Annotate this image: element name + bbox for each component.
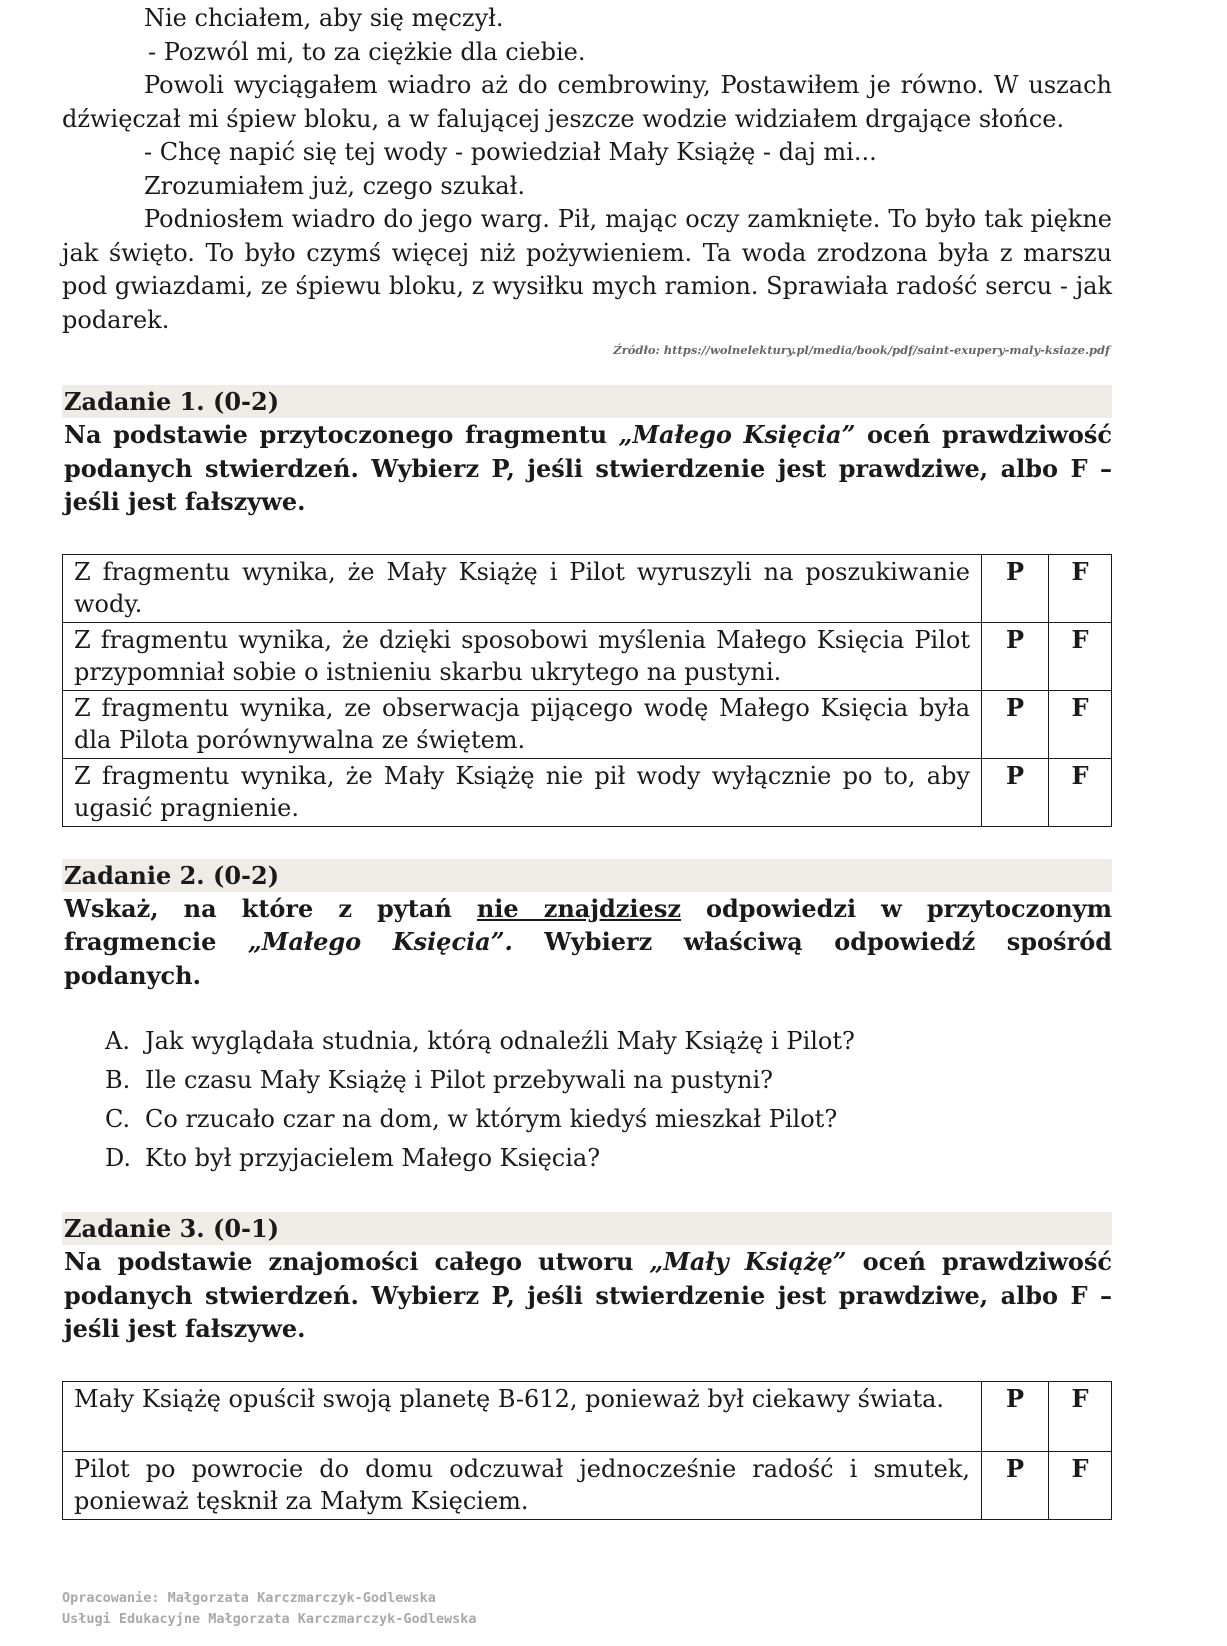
true-option[interactable]: P — [982, 622, 1049, 690]
true-option[interactable]: P — [982, 690, 1049, 758]
table-row — [63, 554, 1112, 622]
false-option[interactable]: F — [1049, 758, 1112, 826]
statement: Pilot po powrocie do domu odczuwał jednocześnie radość i smutek, ponieważ tęsknił za Małym Księciem. — [63, 1451, 982, 1519]
story-fragment — [62, 2, 1112, 337]
footer-credits — [62, 1588, 477, 1630]
true-option[interactable]: P — [982, 554, 1049, 622]
story-paragraph: - Pozwól mi, to za ciężkie dla ciebie. — [148, 37, 586, 66]
false-option[interactable]: F — [1049, 1451, 1112, 1519]
worksheet-page — [62, 0, 1112, 1520]
false-option[interactable]: F — [1049, 622, 1112, 690]
answer-option-b[interactable]: B. Ile czasu Mały Książę i Pilot przebywali na pustyni? — [105, 1066, 774, 1094]
statement: Z fragmentu wynika, ze obserwacja pijącego wodę Małego Księcia była dla Pilota porównywalna ze świętem. — [63, 690, 982, 758]
true-option[interactable]: P — [982, 758, 1049, 826]
task3-question: Na podstawie znajomości całego utworu „Mały Książę” oceń prawdziwość podanych stwierdzeń. Wybierz P, jeśli stwierdzenie jest prawdziwe, albo F – jeśli jest fałszywe. — [64, 1247, 1112, 1343]
book-title: „Mały Książę” — [649, 1247, 847, 1276]
true-option[interactable]: P — [982, 1451, 1049, 1519]
statement: Z fragmentu wynika, że Mały Książę i Pilot wyruszyli na poszukiwanie wody. — [63, 554, 982, 622]
table-row — [63, 1381, 1112, 1451]
task1-question: Na podstawie przytoczonego fragmentu „Małego Księcia” oceń prawdziwość podanych stwierdzeń. Wybierz P, jeśli stwierdzenie jest prawdziwe, albo F – jeśli jest fałszywe. — [64, 420, 1112, 516]
task2-question: Wskaż, na które z pytań nie znajdziesz odpowiedzi w przytoczonym fragmencie „Małego Księcia”. Wybierz właściwą odpowiedź spośród podanych. — [64, 893, 1112, 990]
table-row — [63, 690, 1112, 758]
task3-table — [62, 1381, 1112, 1520]
footer-company: Usługi Edukacyjne Małgorzata Karczmarczyk-Godlewska — [62, 1611, 477, 1627]
answer-option-c[interactable]: C. Co rzucało czar na dom, w którym kiedyś mieszkał Pilot? — [105, 1105, 838, 1133]
story-paragraph: Powoli wyciągałem wiadro aż do cembrowiny, Postawiłem je równo. W uszach dźwięczał mi śpiew bloku, a w falującej jeszcze wodzie widziałem drgające słońce. — [62, 71, 1112, 133]
false-option[interactable]: F — [1049, 690, 1112, 758]
task1-header: Zadanie 1. (0-2) — [62, 385, 1112, 418]
book-title: „Małego Księcia”. — [247, 927, 513, 956]
table-row — [63, 1451, 1112, 1519]
table-row — [63, 622, 1112, 690]
task3-header: Zadanie 3. (0-1) — [62, 1212, 1112, 1245]
task2-header: Zadanie 2. (0-2) — [62, 859, 1112, 892]
book-title: „Małego Księcia” — [618, 420, 856, 449]
statement: Z fragmentu wynika, że dzięki sposobowi myślenia Małego Księcia Pilot przypomniał sobie o istnieniu skarbu ukrytego na pustyni. — [63, 622, 982, 690]
footer-author: Opracowanie: Małgorzata Karczmarczyk-Godlewska — [62, 1590, 436, 1606]
source-citation: Źródło: https://wolnelektury.pl/media/book/pdf/saint-exupery-maly-ksiaze.pdf — [613, 343, 1110, 357]
true-option[interactable]: P — [982, 1381, 1049, 1451]
answer-option-d[interactable]: D. Kto był przyjacielem Małego Księcia? — [105, 1144, 601, 1172]
table-row — [63, 758, 1112, 826]
story-paragraph: Zrozumiałem już, czego szukał. — [144, 171, 526, 200]
statement: Z fragmentu wynika, że Mały Książę nie pił wody wyłącznie po to, aby ugasić pragnienie. — [63, 758, 982, 826]
statement: Mały Książę opuścił swoją planetę B-612, ponieważ był ciekawy świata. — [63, 1381, 982, 1451]
task1-table — [62, 554, 1112, 827]
false-option[interactable]: F — [1049, 554, 1112, 622]
story-paragraph: Nie chciałem, aby się męczył. — [144, 4, 504, 32]
answer-option-a[interactable]: A. Jak wyglądała studnia, którą odnaleźli Mały Książę i Pilot? — [105, 1027, 855, 1055]
answer-options — [62, 1022, 1112, 1178]
story-paragraph: Podniosłem wiadro do jego warg. Pił, mając oczy zamknięte. To było tak piękne jak święto. To było czymś więcej niż pożywieniem. Ta woda zrodzona była z marszu pod gwiazdami, ze śpiewu bloku, z wysiłku mych ramion. Sprawiała radość sercu - jak podarek. — [62, 205, 1112, 334]
false-option[interactable]: F — [1049, 1381, 1112, 1451]
story-paragraph: - Chcę napić się tej wody - powiedział Mały Książę - daj mi... — [144, 138, 877, 166]
